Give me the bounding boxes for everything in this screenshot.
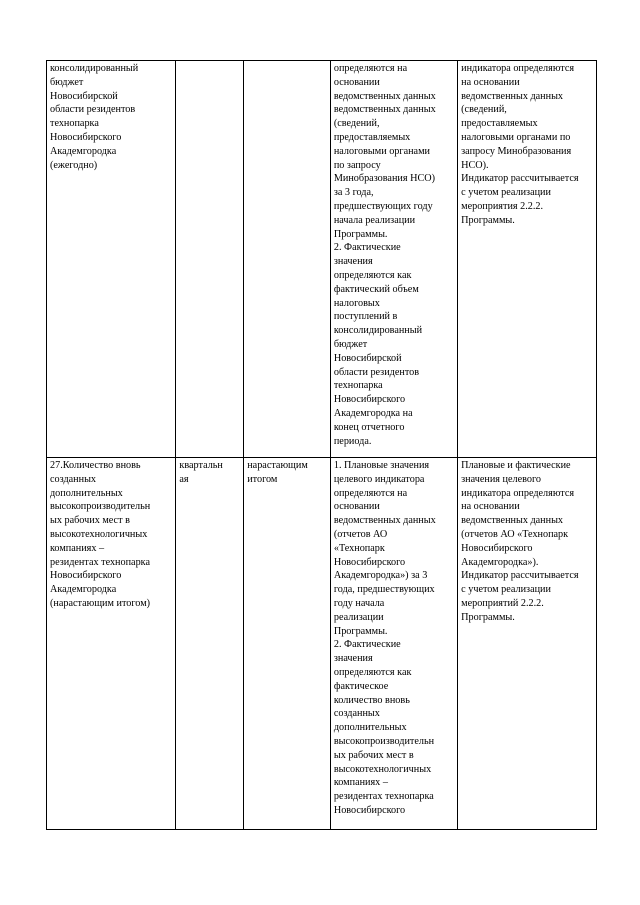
cell-text-line: ведомственных данных: [333, 90, 436, 102]
cell-text-line: мероприятий 2.2.2.: [461, 597, 544, 609]
cell-text-line: Индикатор рассчитывается: [461, 570, 579, 582]
cell-text-line: (отчетов АО «Технопарк: [461, 528, 569, 540]
cell-text-line: Новосибирского: [333, 804, 406, 816]
cell-text-line: Академгородка на: [333, 407, 413, 419]
cell-text-line: на основании: [461, 76, 520, 88]
cell-text-line: ведомственных данных: [333, 515, 436, 527]
cell-text-line: итогом: [247, 473, 278, 485]
cell-text-line: созданных: [50, 473, 97, 485]
cell-text-line: (нарастающим итогом): [50, 597, 151, 609]
cell-text-line: значения целевого: [461, 473, 541, 485]
cell-text-line: 2. Фактические: [333, 242, 401, 254]
cell-text-line: определяются на: [333, 487, 408, 499]
cell-text-line: налоговыми органами: [333, 145, 430, 157]
cell-text-line: по запросу: [333, 159, 381, 171]
cell-text-line: области резидентов: [333, 366, 420, 378]
cell-text-line: высокотехнологичных: [50, 528, 148, 540]
cell-text-line: 27.Количество вновь: [50, 460, 141, 471]
cell-text-line: резидентах технопарка: [333, 791, 434, 803]
cell-text-line: за 3 года,: [333, 187, 374, 199]
cell-text-line: налоговыми органами по: [461, 131, 571, 143]
cell-text-line: ых рабочих мест в: [333, 749, 414, 761]
cell-text-line: Новосибирского: [50, 131, 122, 143]
indicator-table: [46, 60, 597, 830]
cell-text-line: значения: [333, 256, 373, 268]
cell-text-line: с учетом реализации: [461, 584, 551, 596]
cell-text-line: консолидированный: [333, 325, 423, 337]
cell-text-line: созданных: [333, 708, 380, 720]
cell-text-line: 1. Плановые значения: [333, 460, 430, 471]
cell-text-line: ых рабочих мест в: [50, 515, 130, 527]
cell-text-line: Новосибирской: [333, 352, 402, 364]
cell-periodicity: [176, 458, 244, 830]
cell-text-line: значения: [333, 653, 373, 665]
cell-text-line: года, предшествующих: [333, 584, 435, 596]
table-row: [47, 458, 597, 830]
cell-text-line: поступлений в: [333, 311, 398, 323]
cell-text-line: области резидентов: [50, 104, 136, 116]
cell-text-line: высокопроизводительн: [333, 735, 435, 747]
cell-data-source: [458, 61, 597, 458]
cell-text-line: предоставляемых: [333, 131, 411, 143]
cell-text-line: фактическое: [333, 680, 389, 692]
cell-text-line: количество вновь: [333, 694, 410, 706]
cell-text-line: Новосибирского: [333, 556, 406, 568]
cell-text-line: компаниях –: [50, 542, 105, 554]
cell-text-line: компаниях –: [333, 777, 388, 789]
cell-indicator-name: [47, 61, 176, 458]
cell-text-line: бюджет: [50, 76, 84, 88]
cell-text-line: определяются как: [333, 269, 412, 281]
cell-calculation-type: [244, 458, 331, 830]
cell-text-line: Плановые и фактические: [461, 460, 571, 471]
cell-text-line: высокотехнологичных: [333, 763, 432, 775]
cell-text-line: Академгородка»).: [461, 556, 539, 568]
cell-text-line: реализации: [333, 611, 384, 623]
cell-text-line: году начала: [333, 597, 385, 609]
cell-text-line: с учетом реализации: [461, 187, 551, 199]
cell-text-line: квартальн: [179, 460, 223, 471]
cell-text-line: фактический объем: [333, 283, 419, 295]
cell-periodicity: [176, 61, 244, 458]
cell-text-line: нарастающим: [247, 460, 308, 471]
cell-text-line: 2. Фактические: [333, 639, 401, 651]
cell-text-line: Новосибирского: [50, 570, 122, 582]
cell-text-line: ая: [179, 473, 189, 485]
cell-text-line: консолидированный: [50, 63, 139, 74]
cell-text-line: технопарка: [333, 380, 383, 392]
cell-text-line: Программы.: [333, 228, 388, 240]
cell-text-line: основании: [333, 501, 380, 513]
cell-text-line: (сведений,: [461, 104, 507, 116]
cell-text-line: Минобразования НСО): [333, 173, 435, 185]
cell-text-line: бюджет: [333, 338, 368, 350]
cell-text-line: высокопроизводительн: [50, 501, 151, 513]
cell-text-line: начала реализации: [333, 214, 416, 226]
cell-text-line: технопарка: [50, 118, 99, 130]
cell-text-line: на основании: [461, 501, 520, 513]
table-row: [47, 61, 597, 458]
cell-text-line: определяются на: [333, 63, 408, 74]
cell-text-line: Программы.: [461, 214, 515, 226]
cell-text-line: определяются как: [333, 666, 412, 678]
cell-text-line: «Технопарк: [333, 542, 385, 554]
cell-methodology: [330, 458, 457, 830]
cell-text-line: Новосибирского: [333, 394, 406, 406]
cell-text-line: Программы.: [461, 611, 515, 623]
cell-text-line: Новосибирской: [50, 90, 118, 102]
cell-methodology: [330, 61, 457, 458]
cell-text-line: резидентах технопарка: [50, 556, 150, 568]
cell-text-line: НСО).: [461, 159, 489, 171]
cell-text-line: конец отчетного: [333, 421, 405, 433]
cell-text-line: ведомственных данных: [461, 90, 564, 102]
cell-text-line: предшествующих году: [333, 200, 433, 212]
cell-calculation-type: [244, 61, 331, 458]
cell-text-line: (отчетов АО: [333, 528, 388, 540]
cell-text-line: дополнительных: [50, 487, 123, 499]
cell-text-line: мероприятия 2.2.2.: [461, 200, 544, 212]
cell-text-line: Новосибирского: [461, 542, 533, 554]
cell-text-line: предоставляемых: [461, 118, 538, 130]
cell-text-line: Программы.: [333, 625, 388, 637]
cell-text-line: (ежегодно): [50, 159, 98, 171]
cell-text-line: дополнительных: [333, 722, 407, 734]
cell-text-line: основании: [333, 76, 380, 88]
cell-text-line: налоговых: [333, 297, 380, 309]
cell-text-line: периода.: [333, 435, 372, 447]
cell-text-line: Академгородка») за 3: [333, 570, 428, 582]
cell-text-line: (сведений,: [333, 118, 380, 130]
cell-data-source: [458, 458, 597, 830]
cell-text-line: Академгородка: [50, 584, 117, 596]
cell-text-line: индикатора определяются: [461, 63, 575, 74]
cell-text-line: ведомственных данных: [461, 515, 564, 527]
cell-indicator-name: [47, 458, 176, 830]
cell-text-line: Академгородка: [50, 145, 117, 157]
cell-text-line: индикатора определяются: [461, 487, 575, 499]
cell-text-line: целевого индикатора: [333, 473, 425, 485]
cell-text-line: запросу Минобразования: [461, 145, 572, 157]
cell-text-line: Индикатор рассчитывается: [461, 173, 579, 185]
cell-text-line: ведомственных данных: [333, 104, 436, 116]
